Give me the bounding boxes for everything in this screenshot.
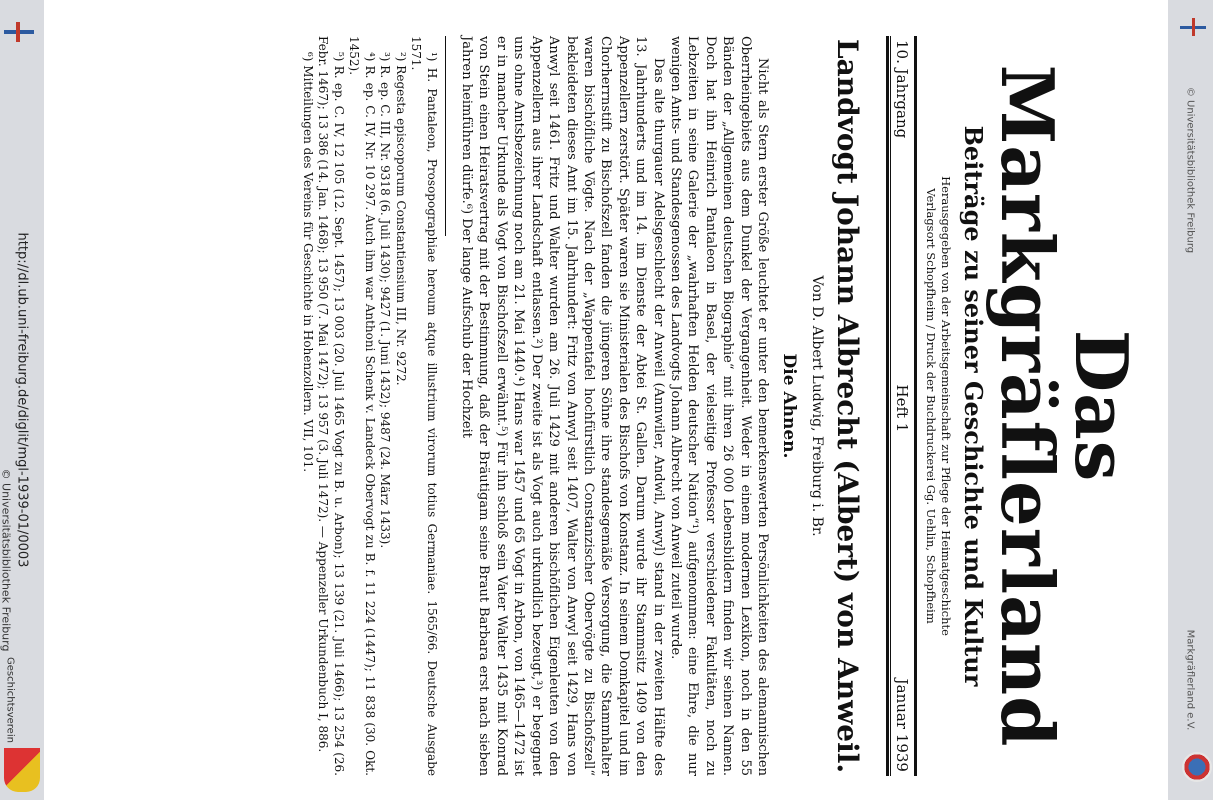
publisher-line-2: Verlagsort Schopfheim / Druck der Buchdruckerei Gg. Uehlin, Schopfheim — [924, 188, 938, 624]
footnote: ³) R. ep. C. III, Nr. 9318 (6. Juli 1430); 9427 (1. Juni 1432); 9487 (24. März 1433). — [378, 52, 393, 549]
permalink-link[interactable]: http://dl.ub.uni-freiburg.de/diglit/mgl-1939-01/0003 — [14, 232, 30, 568]
masthead-subtitle: Beiträge zu seiner Geschichte und Kultur — [959, 125, 988, 687]
issue-heft: Heft 1 — [893, 384, 911, 433]
library-logo-icon[interactable] — [4, 22, 34, 42]
issue-date: Januar 1939 — [893, 678, 911, 772]
library-logo-right-icon[interactable] — [1180, 18, 1206, 36]
header-rule-bottom — [886, 36, 889, 776]
body-paragraph: Nicht als Stern erster Größe leuchtet er unter den bemerkenswerten Persönlichkeiten des alemannischen Oberrheingebiets aus dem Dunkel der Vergangenheit. Weder in einem modernen Lexikon, noch in den 55 Bänden der „Allgemeinen deutschen Biographie“ mit ihren 26 000 Lebensbildern finden wir seinen Namen. Doch hat ihn Heinrich Pantaleon in Basel, der vielseitige Professor verschiedener Fakultäten, noch zu Lebzeiten in seine Galerie der „wahrhaften Helden deutscher Nation“¹) aufgenommen: eine Ehre, die nur wenigen Amts- und Standesgenossen des Landvogts Johann Albrecht von Anweil zuteil wurde. — [667, 36, 770, 776]
footnote: ⁴) R. ep. C. IV, Nr. 10 297. Auch ihm war Anthoni Schenk v. Landeck Obervogt zu B. f. 11 224 (1447); 11 838 (30. Okt. 1452). — [347, 36, 377, 776]
footnote: ²) Regesta episcoporum Constantiensium III, Nr. 9272. — [393, 52, 408, 386]
coat-of-arms-icon — [4, 748, 40, 792]
publisher-line — [923, 36, 953, 776]
scanned-page — [44, 0, 1168, 800]
section-title: Die Ahnen. — [779, 353, 799, 459]
header-rule-top — [914, 36, 917, 776]
society-round-logo-icon — [1182, 752, 1212, 782]
issue-row — [891, 36, 913, 776]
issue-year: 10. Jahrgang — [893, 40, 911, 139]
publisher-line-1: Herausgegeben von der Arbeitsgemeinschaft zur Pflege der Heimatgeschichte — [939, 176, 953, 636]
masthead-title: Das Markgräflerland — [985, 64, 1144, 748]
rotated-page-content — [44, 0, 1168, 800]
article-author: Von D. Albert Ludwig, Freiburg i. Br. — [809, 275, 825, 537]
footnote: ⁵) R. ep. C. IV, 12 105 (12. Sept. 1457); 13 003 (20. Juli 1465 Vogt zu B. u. Arbon); 13 139 (21. Juli 1466); 13 254 (26. Febr. 1467); 13 386 (14. Jan. 1468); 13 950 (7. Mai 1472); 13 957 (3. Juli 1472). — Appenzeller Urkundenbuch I, 886. — [316, 36, 346, 776]
header-rule-thin — [890, 36, 891, 776]
footnote: ¹) H. Pantaleon, Prosopographiae heroum atque illustrium virorum totius Germaniae. 1565/66. Deutsche Ausgabe 1571. — [409, 36, 439, 776]
footnote-rule — [445, 36, 446, 236]
copyright-text: © Universitätsbibliothek Freiburg — [0, 468, 13, 652]
society-right-text: Markgräflerland e.V. — [1184, 629, 1196, 731]
society-text: Geschichtsverein — [4, 657, 16, 743]
footnote: ⁶) Mitteilungen des Vereins für Geschichte in Hohenzollern. VII, 101. — [300, 52, 315, 473]
copyright-right-text: © Universitätsbibliothek Freiburg — [1184, 86, 1196, 254]
body-paragraph: Das alte thurgauer Adelsgeschlecht der Anweil (Annwiler, Andwil, Anwyl) stand in der zweiten Hälfte des 13. Jahrhunderts und im 14. im Dienste der Abtei St. Gallen. Darum wurde ihr Stammsitz 1409 von den Appenzellern zerstört. Später waren sie Ministerialen des Bischofs von Konstanz. In seinem Domkapitel und im Chorherrnstift zu Bischofszell fanden die jüngeren Söhne ihre standesgemäße Versorgung, die Stammhalter waren bischöfliche Vögte. Nach der „Wappentafel hochfürstlich Constanzischer Obervögte zu Bischofszell“ bekleideten dieses Amt im 15. Jahrhundert: Fritz von Anwyl seit 1407, Walter von Anwyl seit 1429, Hans von Anwyl seit 1461. Fritz und Walter wurden am 26. Juli 1429 mit anderen bischöflichen Eigenleuten von den Appenzellern aus ihrer Landschaft entlassen.²) Der zweite ist als Vogt auch urkundlich bezeugt,³) er begegnet uns ohne Amtsbezeichnung noch am 21. Mai 1440.⁴) Hans war 1457 und 65 Vogt in Arbon, von 1465—1472 ist er in mancher Urkunde als Vogt von Bischofszell erwähnt.⁵) Für ihn schloß sein Vater Walter 1435 mit Konrad von Stein einen Heiratsvertrag mit der Bestimmung, daß der Bräutigam seine Braut Barbara erst nach sieben Jahren heimführen dürfe.⁶) Der lange Aufschub der Hochzeit — [459, 36, 666, 776]
article-title: Landvogt Johann Albrecht (Albert) von Anweil. — [831, 38, 864, 774]
